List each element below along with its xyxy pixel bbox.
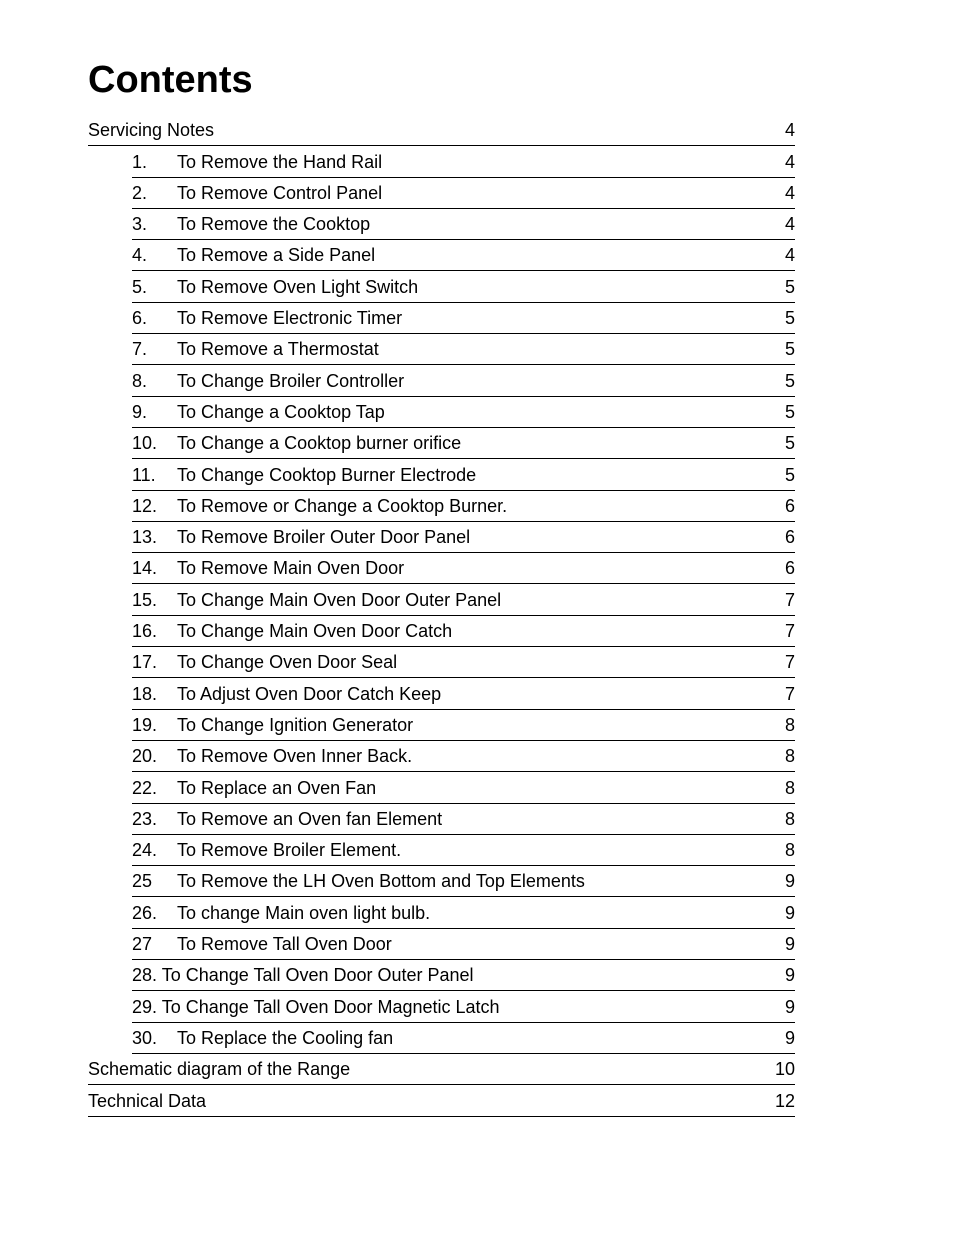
toc-entry-label: To Change Ignition Generator: [177, 714, 414, 735]
toc-entry-label: 28. To Change Tall Oven Door Outer Panel: [132, 965, 474, 986]
toc-page-number: 4: [784, 151, 795, 172]
toc-page-number: 9: [784, 902, 795, 923]
toc-entry[interactable]: [132, 334, 795, 365]
toc-page-number: 7: [784, 683, 795, 704]
toc-page-number: 9: [784, 934, 795, 955]
toc-entry[interactable]: [132, 240, 795, 271]
toc-entry-label: To Replace the Cooling fan: [177, 1027, 394, 1048]
toc-page-number: 7: [784, 589, 795, 610]
toc-entry-label: To Remove Electronic Timer: [177, 308, 403, 329]
toc-entry-label: To Remove Control Panel: [177, 182, 383, 203]
toc-entry-number: 13.: [132, 527, 158, 548]
toc-entry-number: 20.: [132, 746, 158, 767]
toc-page-number: 6: [784, 527, 795, 548]
toc-entry-number: 22.: [132, 777, 158, 798]
toc-entry-label: To Change a Cooktop Tap: [177, 401, 385, 422]
toc-entry-label: To Change Main Oven Door Outer Panel: [177, 589, 502, 610]
toc-entry-label: To Remove the Cooktop: [177, 214, 371, 235]
toc-page-number: 12: [774, 1090, 795, 1111]
toc-page-number: 9: [784, 871, 795, 892]
table-of-contents: [88, 115, 795, 1117]
toc-page-number: 4: [784, 245, 795, 266]
toc-page-number: 4: [784, 214, 795, 235]
toc-entry-label: To Remove Broiler Outer Door Panel: [177, 527, 471, 548]
toc-entry[interactable]: [132, 428, 795, 459]
toc-entry-number: 27: [132, 934, 153, 955]
toc-entry[interactable]: [132, 835, 795, 866]
toc-entry-number: 6.: [132, 308, 148, 329]
toc-page-number: 8: [784, 714, 795, 735]
toc-entry-number: 5.: [132, 276, 148, 297]
toc-entry[interactable]: [132, 710, 795, 741]
toc-entry[interactable]: [132, 491, 795, 522]
toc-entry[interactable]: [132, 866, 795, 897]
toc-entry[interactable]: [132, 271, 795, 302]
toc-entry-label: Servicing Notes: [88, 120, 215, 141]
toc-entry-label: To Replace an Oven Fan: [177, 777, 377, 798]
toc-entry[interactable]: [132, 553, 795, 584]
toc-entry-number: 4.: [132, 245, 148, 266]
toc-page-number: 5: [784, 276, 795, 297]
toc-entry-number: 11.: [132, 464, 156, 485]
toc-page-number: 8: [784, 808, 795, 829]
toc-entry-label: To Adjust Oven Door Catch Keep: [177, 683, 442, 704]
toc-entry-number: 14.: [132, 558, 158, 579]
toc-page-number: 9: [784, 1027, 795, 1048]
toc-section-entry[interactable]: [88, 1054, 795, 1085]
toc-entry-number: 25: [132, 871, 153, 892]
toc-page-number: 8: [784, 746, 795, 767]
toc-entry-number: 1.: [132, 151, 148, 172]
toc-page-number: 5: [784, 464, 795, 485]
toc-page-number: 7: [784, 652, 795, 673]
toc-page-number: 8: [784, 777, 795, 798]
toc-entry-number: 26.: [132, 902, 158, 923]
toc-entry-label: To Remove an Oven fan Element: [177, 808, 443, 829]
toc-entry-number: 10.: [132, 433, 158, 454]
toc-entry-label: To Remove Main Oven Door: [177, 558, 405, 579]
toc-entry[interactable]: [132, 804, 795, 835]
toc-entry-label: To change Main oven light bulb.: [177, 902, 431, 923]
toc-entry-number: 9.: [132, 401, 148, 422]
toc-entry-number: 16.: [132, 621, 158, 642]
toc-entry-label: To Remove the Hand Rail: [177, 151, 383, 172]
toc-page-number: 5: [784, 401, 795, 422]
toc-entry-number: 8.: [132, 370, 148, 391]
toc-entry-label: To Remove a Thermostat: [177, 339, 379, 360]
toc-entry-label: To Change Main Oven Door Catch: [177, 621, 453, 642]
toc-entry[interactable]: [132, 678, 795, 709]
toc-entry-number: 24.: [132, 840, 158, 861]
toc-section-entry[interactable]: [88, 115, 795, 146]
toc-page-number: 6: [784, 495, 795, 516]
toc-entry[interactable]: [132, 1023, 795, 1054]
toc-entry-label: To Change Oven Door Seal: [177, 652, 398, 673]
toc-entry[interactable]: [132, 647, 795, 678]
toc-entry[interactable]: [132, 209, 795, 240]
toc-entry[interactable]: [132, 772, 795, 803]
toc-entry-number: 19.: [132, 714, 158, 735]
toc-page-number: 6: [784, 558, 795, 579]
toc-entry-number: 7.: [132, 339, 148, 360]
toc-entry-number: 3.: [132, 214, 148, 235]
toc-entry-label: To Remove Oven Inner Back.: [177, 746, 413, 767]
toc-entry-number: 17.: [132, 652, 158, 673]
toc-page-number: 5: [784, 433, 795, 454]
toc-entry[interactable]: [132, 616, 795, 647]
toc-entry[interactable]: [132, 741, 795, 772]
toc-entry-label: Schematic diagram of the Range: [88, 1059, 351, 1080]
toc-entry[interactable]: [132, 303, 795, 334]
toc-page-number: 7: [784, 621, 795, 642]
toc-page-number: 5: [784, 339, 795, 360]
toc-entry-number: 23.: [132, 808, 158, 829]
toc-entry-label: To Remove a Side Panel: [177, 245, 376, 266]
toc-page-number: 4: [784, 182, 795, 203]
toc-entry-label: To Change Cooktop Burner Electrode: [177, 464, 477, 485]
toc-page-number: 9: [784, 965, 795, 986]
toc-entry-number: 30.: [132, 1027, 158, 1048]
toc-entry-label: To Remove Tall Oven Door: [177, 934, 392, 955]
toc-page-number: 9: [784, 996, 795, 1017]
toc-entry-number: 18.: [132, 683, 158, 704]
toc-entry[interactable]: [132, 365, 795, 396]
toc-entry[interactable]: [132, 897, 795, 928]
page-title: Contents: [88, 59, 253, 101]
toc-entry[interactable]: [132, 397, 795, 428]
toc-entry-label: To Remove Broiler Element.: [177, 840, 402, 861]
toc-entry-label: To Change a Cooktop burner orifice: [177, 433, 462, 454]
toc-entry-label: Technical Data: [88, 1090, 207, 1111]
toc-entry[interactable]: [132, 991, 795, 1022]
toc-entry-number: 12.: [132, 495, 158, 516]
toc-entry-number: 15.: [132, 589, 158, 610]
toc-entry[interactable]: [132, 522, 795, 553]
toc-entry[interactable]: [132, 960, 795, 991]
toc-entry-label: To Remove or Change a Cooktop Burner.: [177, 495, 508, 516]
toc-entry-label: 29. To Change Tall Oven Door Magnetic Latch: [132, 996, 500, 1017]
toc-entry-label: To Change Broiler Controller: [177, 370, 405, 391]
toc-entry[interactable]: [132, 584, 795, 615]
toc-page-number: 4: [784, 120, 795, 141]
toc-entry[interactable]: [132, 146, 795, 177]
toc-page-number: 5: [784, 370, 795, 391]
toc-entry[interactable]: [132, 459, 795, 490]
toc-entry-number: 2.: [132, 182, 148, 203]
toc-entry[interactable]: [132, 929, 795, 960]
toc-entry-label: To Remove Oven Light Switch: [177, 276, 419, 297]
toc-entry[interactable]: [132, 178, 795, 209]
toc-section-entry[interactable]: [88, 1085, 795, 1116]
toc-page-number: 8: [784, 840, 795, 861]
toc-page-number: 5: [784, 308, 795, 329]
toc-entry-label: To Remove the LH Oven Bottom and Top Elements: [177, 871, 585, 892]
toc-page-number: 10: [774, 1059, 795, 1080]
